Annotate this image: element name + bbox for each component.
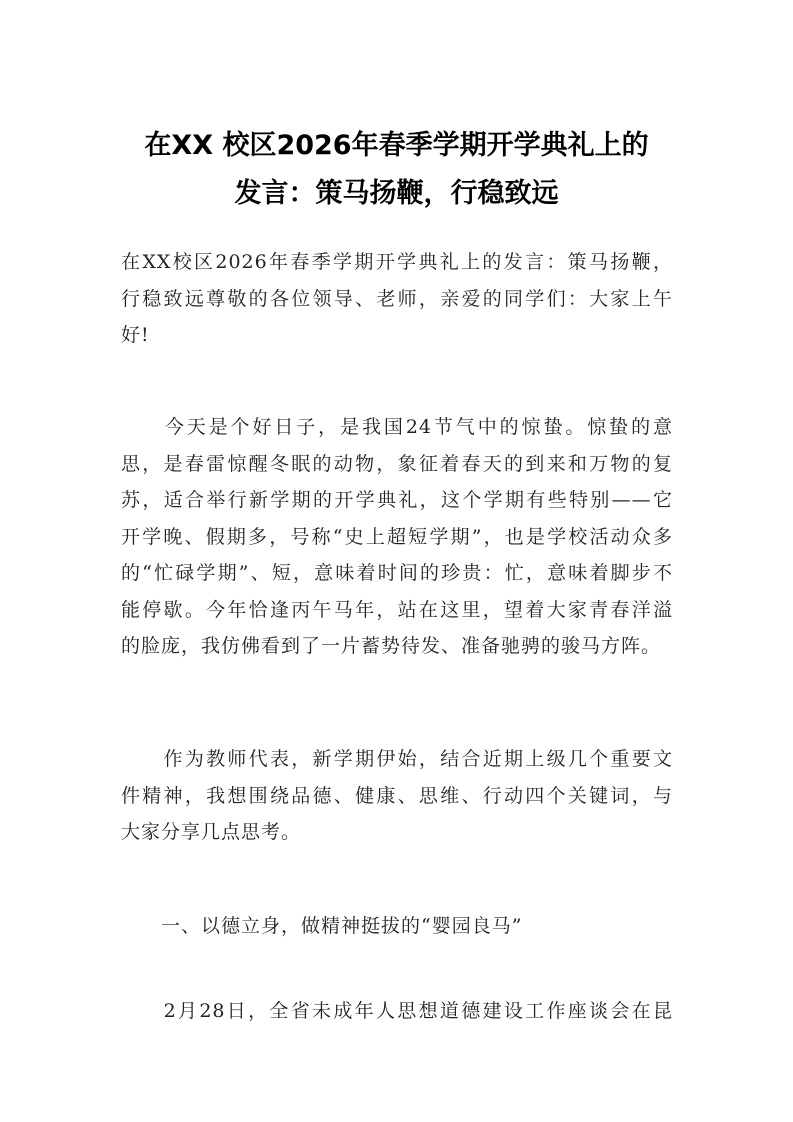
paragraph-jingzhe [121, 409, 673, 665]
paragraph-line: 开学晚、假期多，号称“史上超短学期”，也是学校活动众多 [121, 525, 673, 548]
paragraph-line: 好! [121, 324, 150, 346]
document-title [100, 122, 693, 218]
title-line-2: 发言：策马扬鞭，行稳致远 [234, 178, 559, 209]
paragraph-teacher-representative [121, 741, 673, 851]
paragraph-line: 在XX校区2026年春季学期开学典礼上的发言：策马扬鞭， [121, 251, 673, 273]
title-line-1: 在XX 校区2026年春季学期开学典礼上的 [144, 130, 649, 161]
paragraph-line: 苏，适合举行新学期的开学典礼，这个学期有些特别——它 [121, 489, 673, 511]
paragraph-line: 的“忙碌学期”、短，意味着时间的珍贵：忙，意味着脚步不 [121, 562, 673, 584]
paragraph-line: 作为教师代表，新学期伊始，结合近期上级几个重要文 [121, 748, 673, 770]
paragraph-line: 思，是春雷惊醒冬眠的动物，象征着春天的到来和万物的复 [121, 452, 673, 475]
section-heading-text: 一、以德立身，做精神挺拔的“婴园良马” [121, 915, 523, 937]
paragraph-line: 的脸庞，我仿佛看到了一片蓄势待发、准备驰骋的骏马方阵。 [121, 635, 662, 657]
paragraph-line: 2月28日，全省未成年人思想道德建设工作座谈会在昆 [121, 1000, 673, 1022]
paragraph-line: 能停歇。今年恰逢丙午马年，站在这里，望着大家青春洋溢 [121, 598, 673, 621]
paragraph-line: 件精神，我想围绕品德、健康、思维、行动四个关键词，与 [121, 784, 673, 807]
section-heading-1 [121, 908, 673, 945]
paragraph-line: 行稳致远尊敬的各位领导、老师，亲爱的同学们：大家上午 [121, 287, 673, 310]
paragraph-line: 大家分享几点思考。 [121, 821, 302, 843]
paragraph-opening [121, 244, 673, 354]
paragraph-line: 今天是个好日子，是我国24节气中的惊蛰。惊蛰的意 [121, 416, 673, 438]
paragraph-feb-28 [121, 993, 673, 1030]
